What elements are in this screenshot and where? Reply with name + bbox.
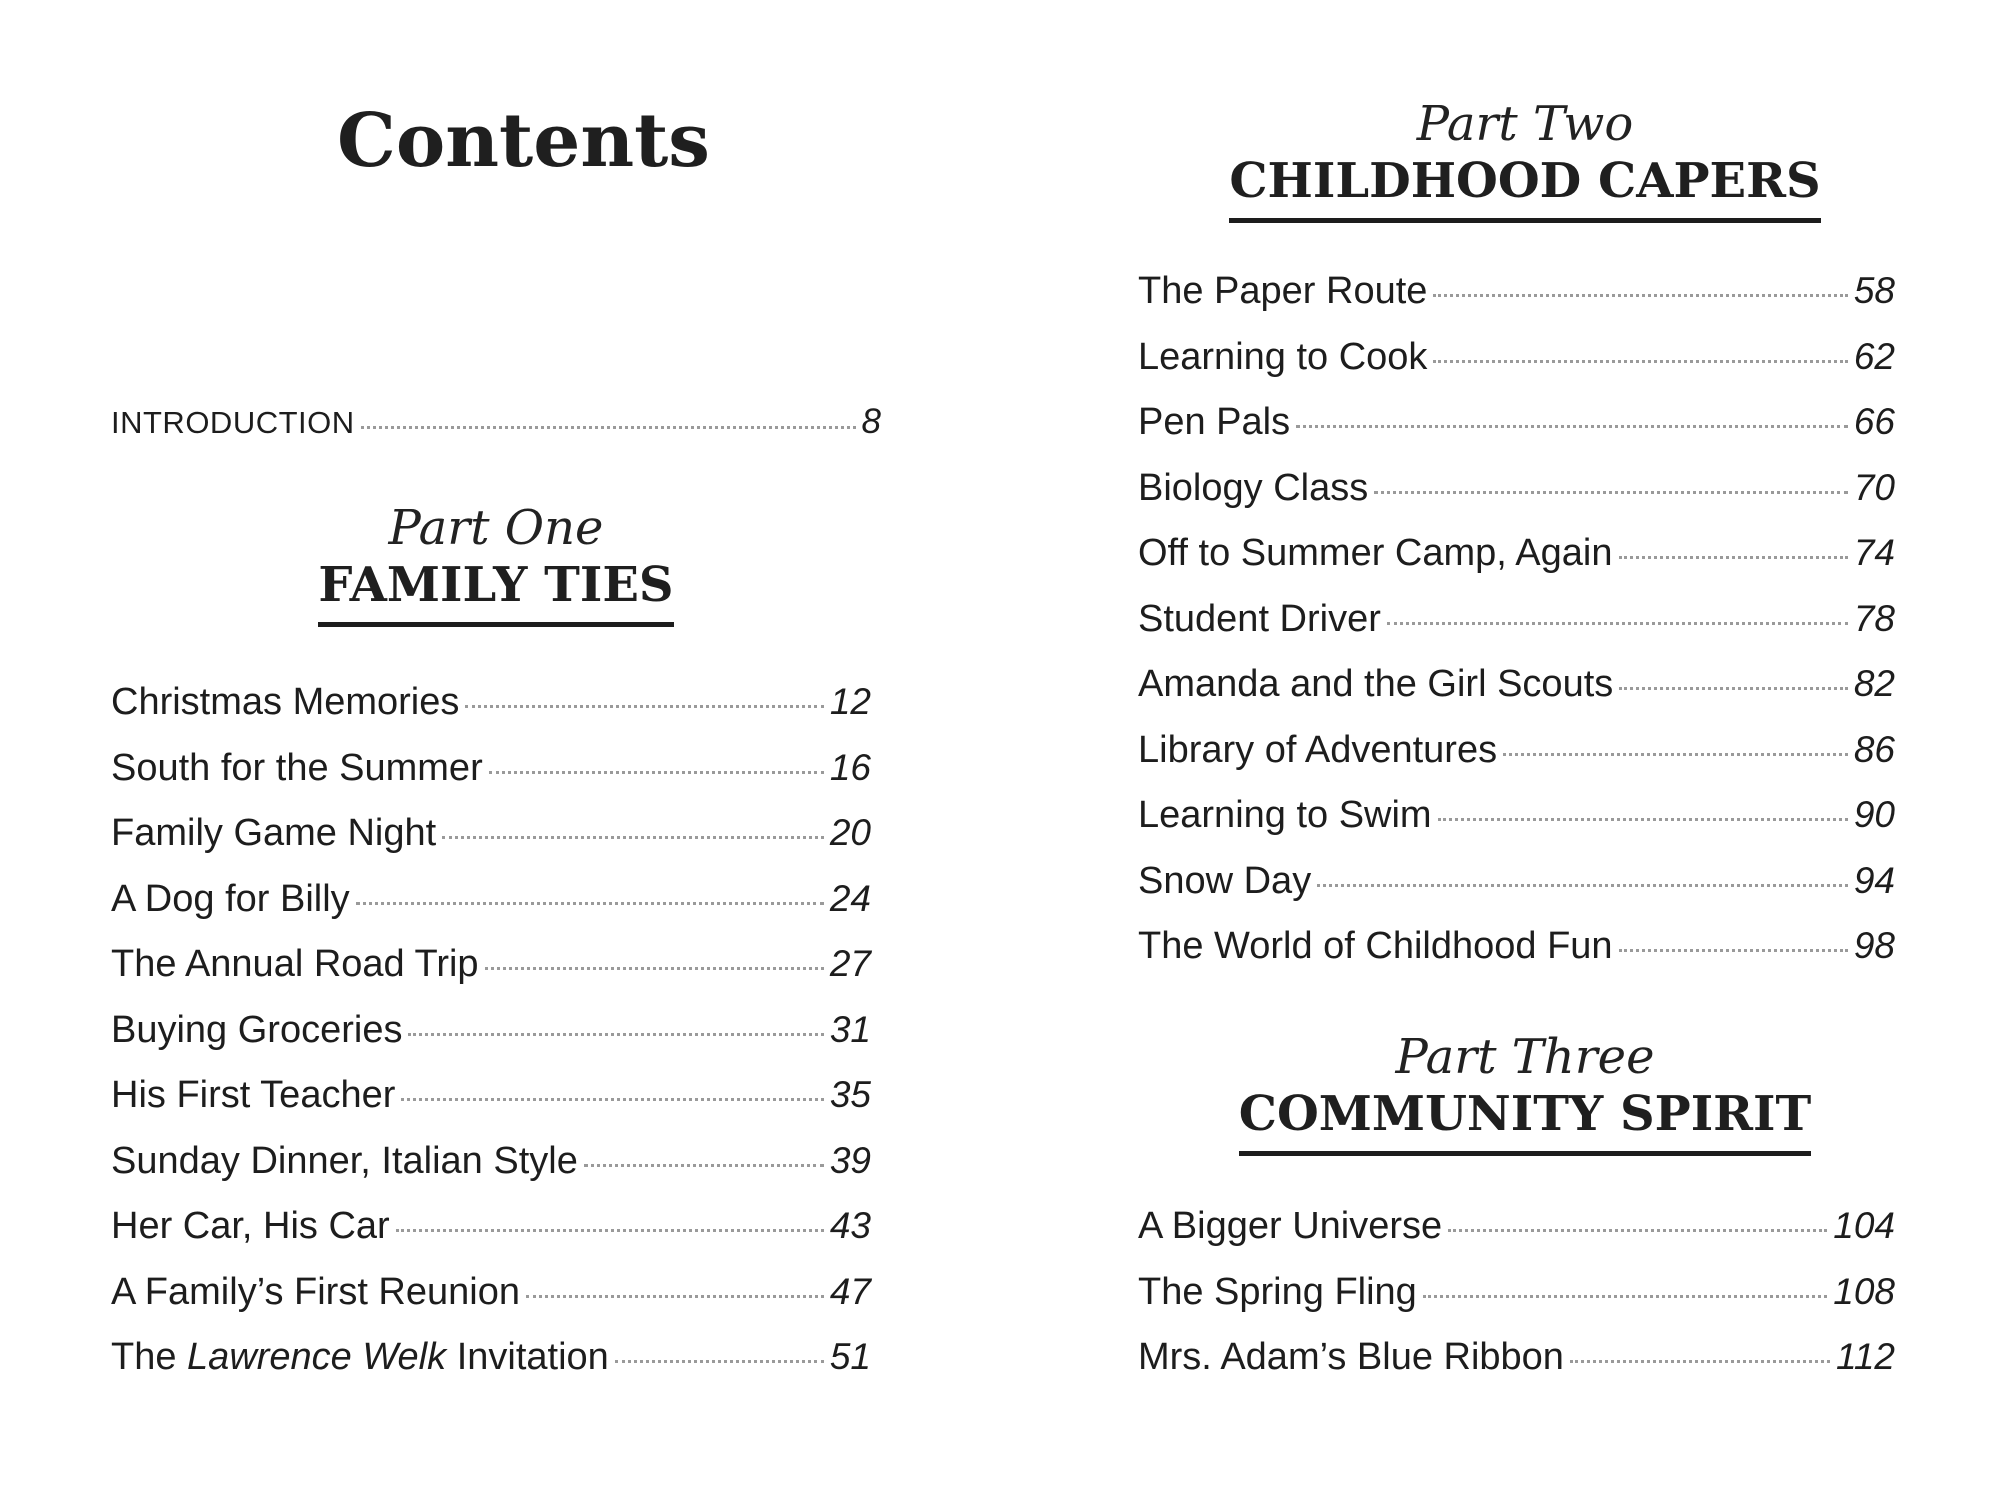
toc-entry-page: 62 (1853, 335, 1895, 377)
dot-leader (1433, 294, 1847, 297)
dot-leader (1374, 491, 1848, 494)
toc-entry-title: Pen Pals (1138, 401, 1291, 443)
toc-entry-page: 16 (829, 746, 871, 788)
part-one-entries (111, 669, 871, 1390)
toc-entry[interactable] (111, 1324, 871, 1390)
dot-leader (1619, 949, 1848, 952)
toc-entry[interactable] (111, 931, 871, 997)
part-heading: FAMILY TIES (318, 556, 673, 627)
toc-entry-title: The Spring Fling (1138, 1270, 1417, 1313)
toc-entry[interactable] (1138, 520, 1895, 586)
toc-entry-introduction[interactable] (111, 402, 881, 442)
dot-leader (1619, 687, 1848, 690)
toc-entry-page: 20 (829, 812, 871, 853)
toc-entry[interactable] (1138, 324, 1895, 390)
toc-entry[interactable] (111, 800, 871, 866)
toc-entry-page: 98 (1853, 925, 1895, 966)
toc-entry-page: 86 (1853, 728, 1895, 770)
toc-entry-page: 112 (1836, 1336, 1895, 1377)
dot-leader (1317, 884, 1848, 887)
toc-entry-page: 94 (1853, 859, 1895, 901)
toc-entry-page: 104 (1833, 1205, 1895, 1246)
dot-leader (1448, 1229, 1827, 1232)
toc-entry-page: 90 (1853, 794, 1895, 835)
dot-leader (489, 771, 824, 774)
toc-entry-page: 39 (829, 1139, 871, 1181)
dot-leader (526, 1295, 824, 1298)
toc-entry-title: Buying Groceries (111, 1008, 403, 1051)
part-label: Part Three (1395, 1029, 1655, 1085)
toc-entry-page: 47 (829, 1270, 871, 1312)
toc-entry-page: 74 (1853, 532, 1895, 573)
toc-entry[interactable] (1138, 258, 1895, 324)
part-one-header (111, 500, 881, 627)
dot-leader (615, 1360, 824, 1363)
toc-entry-page: 8 (861, 402, 881, 441)
toc-entry[interactable] (111, 997, 871, 1063)
toc-entry[interactable] (1138, 782, 1895, 848)
toc-entry-title: A Family’s First Reunion (111, 1270, 520, 1313)
dot-leader (1387, 622, 1848, 625)
part-two-header (1140, 96, 1910, 223)
toc-entry-page: 66 (1853, 401, 1895, 442)
toc-entry-page: 108 (1833, 1270, 1895, 1312)
toc-entry[interactable] (111, 1193, 871, 1259)
toc-entry-title: Mrs. Adam’s Blue Ribbon (1138, 1336, 1564, 1378)
dot-leader (356, 902, 824, 905)
toc-entry-page: 82 (1853, 663, 1895, 704)
part-heading: CHILDHOOD CAPERS (1229, 152, 1820, 223)
toc-entry-title: Christmas Memories (111, 681, 460, 723)
toc-entry-title: Amanda and the Girl Scouts (1138, 663, 1614, 705)
toc-entry-page: 51 (829, 1336, 871, 1377)
dot-leader (485, 967, 824, 970)
dot-leader (1433, 360, 1847, 363)
dot-leader (1438, 818, 1848, 821)
dot-leader (442, 836, 824, 839)
toc-entry-title: South for the Summer (111, 746, 483, 789)
title-italic: Lawrence Welk (187, 1336, 447, 1378)
title-prefix: The (111, 1336, 188, 1378)
toc-entry[interactable] (1138, 651, 1895, 717)
part-label: Part Two (1416, 96, 1634, 152)
dot-leader (1503, 753, 1848, 756)
dot-leader (465, 705, 823, 708)
toc-entry[interactable] (1138, 586, 1895, 652)
toc-entry-page: 58 (1853, 270, 1895, 311)
toc-entry[interactable] (111, 866, 871, 932)
dot-leader (1619, 556, 1848, 559)
part-heading: COMMUNITY SPIRIT (1239, 1085, 1811, 1156)
toc-entry[interactable] (1138, 1193, 1895, 1259)
toc-entry[interactable] (111, 669, 871, 735)
toc-entry[interactable] (1138, 848, 1895, 914)
toc-entry-page: 35 (829, 1074, 871, 1115)
toc-entry[interactable] (111, 735, 871, 801)
toc-entry[interactable] (111, 1259, 871, 1325)
toc-entry-title: Sunday Dinner, Italian Style (111, 1139, 578, 1182)
part-two-entries (1138, 258, 1895, 979)
toc-entry-page: 70 (1853, 466, 1895, 508)
toc-entry-page: 31 (829, 1008, 871, 1050)
toc-entry-page: 12 (829, 681, 871, 722)
toc-entry[interactable] (111, 1128, 871, 1194)
dot-leader (584, 1164, 824, 1167)
toc-entry-page: 24 (829, 877, 871, 919)
part-three-header (1140, 1029, 1910, 1156)
toc-entry-page: 27 (829, 943, 871, 984)
page-title: Contents (337, 98, 710, 184)
toc-entry[interactable] (111, 1062, 871, 1128)
toc-entry-title: Her Car, His Car (111, 1205, 390, 1247)
toc-entry-title: Student Driver (1138, 597, 1381, 640)
toc-entry[interactable] (1138, 717, 1895, 783)
toc-entry-title (111, 1325, 609, 1391)
toc-entry-title: A Dog for Billy (111, 877, 350, 920)
toc-entry-title: Family Game Night (111, 812, 437, 854)
toc-entry[interactable] (1138, 455, 1895, 521)
toc-entry-title: The Annual Road Trip (111, 943, 479, 985)
toc-entry-title: The Paper Route (1138, 270, 1428, 312)
toc-entry-title: Biology Class (1138, 466, 1369, 509)
dot-leader (1296, 425, 1848, 428)
dot-leader (1423, 1295, 1827, 1298)
dot-leader (401, 1098, 823, 1101)
toc-entry[interactable] (1138, 913, 1895, 979)
dot-leader (408, 1033, 823, 1036)
toc-entry-title: The World of Childhood Fun (1138, 925, 1613, 967)
toc-entry[interactable] (1138, 1259, 1895, 1325)
toc-entry-page: 43 (829, 1205, 871, 1246)
toc-entry-title: Snow Day (1138, 859, 1312, 902)
toc-entry-title: Learning to Cook (1138, 335, 1428, 378)
toc-entry-title: Off to Summer Camp, Again (1138, 532, 1613, 574)
dot-leader (396, 1229, 824, 1232)
toc-entry-title: INTRODUCTION (111, 405, 355, 440)
toc-entry-title: Learning to Swim (1138, 794, 1432, 836)
title-suffix: Invitation (446, 1336, 609, 1378)
toc-entry[interactable] (1138, 1324, 1895, 1390)
toc-entry-page: 78 (1853, 597, 1895, 639)
toc-entry[interactable] (1138, 389, 1895, 455)
dot-leader (1570, 1360, 1830, 1363)
toc-entry-title: Library of Adventures (1138, 728, 1498, 771)
part-label: Part One (388, 500, 604, 556)
toc-entry-title: His First Teacher (111, 1074, 396, 1116)
part-three-entries (1138, 1193, 1895, 1390)
toc-entry-title: A Bigger Universe (1138, 1205, 1443, 1247)
dot-leader (361, 426, 856, 429)
